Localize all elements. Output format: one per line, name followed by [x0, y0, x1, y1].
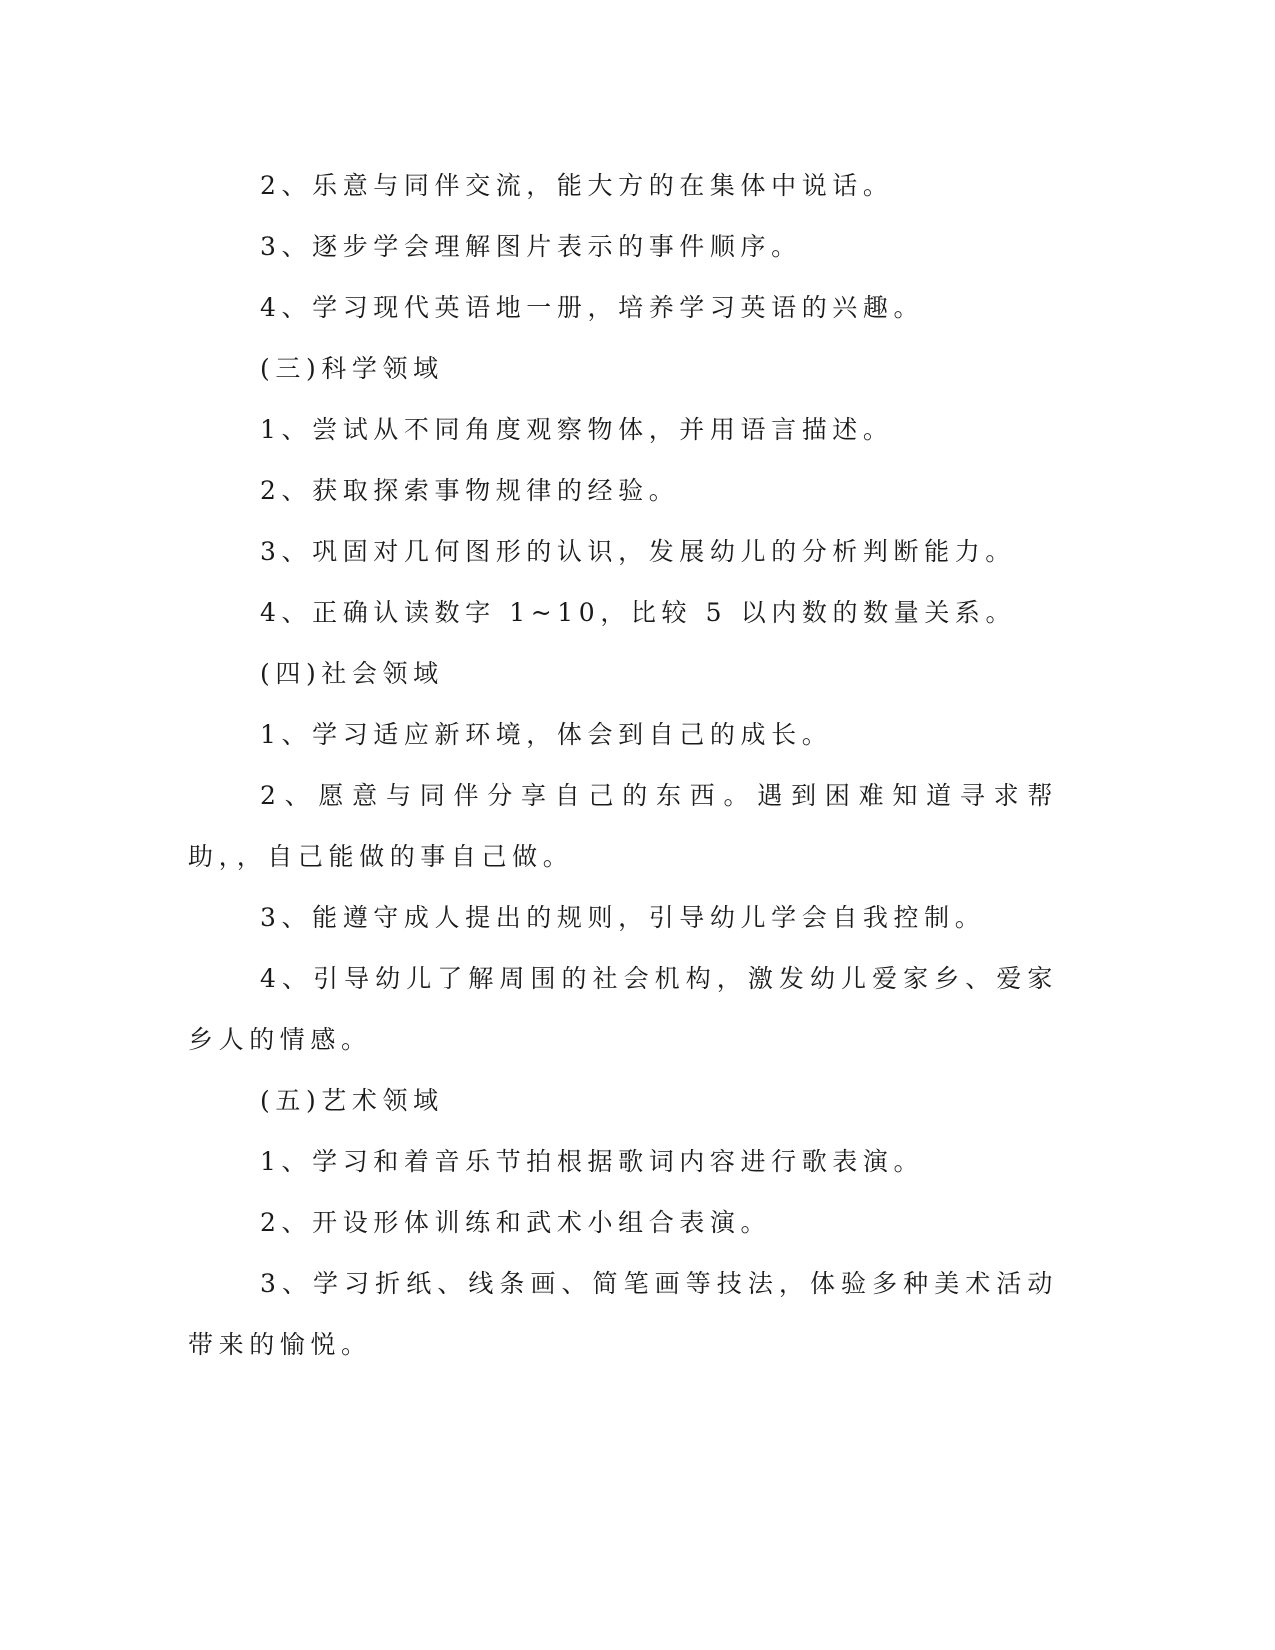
document-body	[188, 155, 1058, 1375]
social-item-2: 2、愿意与同伴分享自己的东西。遇到困难知道寻求帮助，，自己能做的事自己做。	[188, 781, 1058, 871]
social-item-4: 4、引导幼儿了解周围的社会机构，激发幼儿爱家乡、爱家乡人的情感。	[188, 964, 1058, 1054]
art-item-2: 2、开设形体训练和武术小组合表演。	[260, 1208, 772, 1237]
language-item-2: 2、乐意与同伴交流，能大方的在集体中说话。	[260, 171, 894, 200]
art-section-heading: (五)艺术领域	[260, 1086, 444, 1115]
social-section-heading: (四)社会领域	[260, 659, 444, 688]
science-item-4: 4、正确认读数字 1~10，比较 5 以内数的数量关系。	[260, 598, 1017, 627]
social-item-3: 3、能遵守成人提出的规则，引导幼儿学会自我控制。	[260, 903, 986, 932]
social-item-1: 1、学习适应新环境，体会到自己的成长。	[260, 720, 833, 749]
art-item-1: 1、学习和着音乐节拍根据歌词内容进行歌表演。	[260, 1147, 925, 1176]
science-item-3: 3、巩固对几何图形的认识，发展幼儿的分析判断能力。	[260, 537, 1016, 566]
science-section-heading: (三)科学领域	[260, 354, 444, 383]
science-item-1: 1、尝试从不同角度观察物体，并用语言描述。	[260, 415, 894, 444]
language-item-4: 4、学习现代英语地一册，培养学习英语的兴趣。	[260, 293, 925, 322]
art-item-3: 3、学习折纸、线条画、简笔画等技法，体验多种美术活动带来的愉悦。	[188, 1269, 1058, 1359]
science-item-2: 2、获取探索事物规律的经验。	[260, 476, 680, 505]
language-item-3: 3、逐步学会理解图片表示的事件顺序。	[260, 232, 802, 261]
